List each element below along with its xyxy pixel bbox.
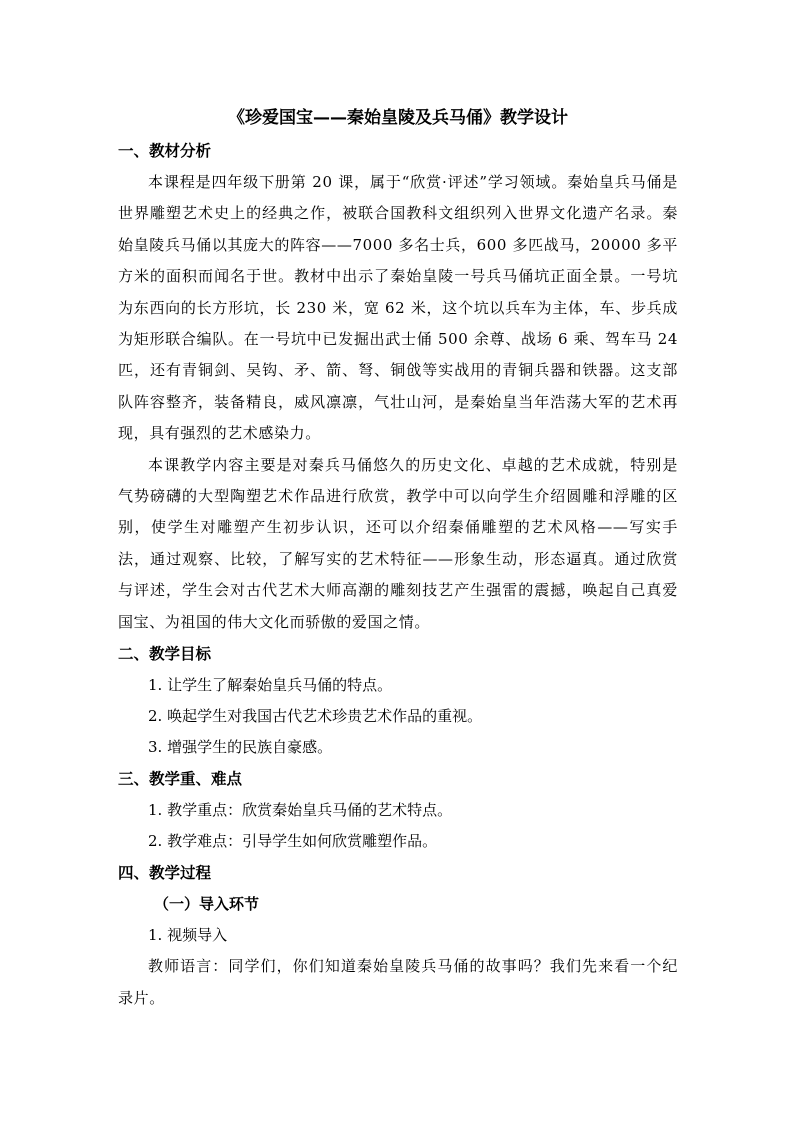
- document-title: 《珍爱国宝——秦始皇陵及兵马俑》教学设计: [228, 108, 568, 128]
- paragraph-teacher-speech: 教师语言：同学们，你们知道秦始皇陵兵马俑的故事吗？我们先来看一个纪录片。: [118, 957, 678, 1007]
- section-heading-teaching-goals: 二、教学目标: [118, 645, 212, 664]
- section-heading-key-difficult-points: 三、教学重、难点: [118, 770, 243, 789]
- list-item-goal-1: 1. 让学生了解秦始皇兵马俑的特点。: [148, 676, 393, 695]
- list-item-goal-2: 2. 唤起学生对我国古代艺术珍贵艺术作品的重视。: [148, 707, 483, 726]
- paragraph-textbook-analysis-1: 本课程是四年级下册第 20 课，属于“欣赏·评述”学习领域。秦始皇兵马俑是世界雕塑艺术史上的经典之作，被联合国教科文组织列入世界文化遗产名录。秦始皇陵兵马俑以其庞大的阵容——7000 多名士兵，600 多匹战马，20000 多平方米的面积而闻名于世。教材中出示了秦始皇陵一号兵马俑坑正面全景。一号坑为东西向的长方形坑，长 230 米，宽 62 米，这个坑以兵车为主体，车、步兵成为矩形联合编队。在一号坑中已发掘出武士俑 500 余尊、战场 6 乘、驾车马 24 匹，还有青铜剑、吴钩、矛、箭、弩、铜戗等实战用的青铜兵器和铁器。这支部队阵容整齐，装备精良，威风凛凛，气壮山河，是秦始皇当年浩荡大军的艺术再现，具有强烈的艺术感染力。: [118, 173, 678, 443]
- list-item-goal-3: 3. 增强学生的民族自豪感。: [148, 738, 333, 757]
- document-body: [118, 101, 678, 1014]
- list-item-video-intro: 1. 视频导入: [148, 926, 228, 945]
- paragraph-textbook-analysis-2: 本课教学内容主要是对秦兵马俑悠久的历史文化、卓越的艺术成就，特别是气势磅礴的大型陶塑艺术作品进行欣赏，教学中可以向学生介绍圆雕和浮雕的区别，使学生对雕塑产生初步认识，还可以介绍秦俑雕塑的艺术风格——写实手法，通过观察、比较，了解写实的艺术特征——形象生动，形态逼真。通过欣赏与评述，学生会对古代艺术大师高潮的雕刻技艺产生强雷的震撼，唤起自己真爱国宝、为祖国的伟大文化而骄傲的爱国之情。: [118, 455, 678, 631]
- list-item-key-point: 1. 教学重点：欣赏秦始皇兵马俑的艺术特点。: [148, 801, 453, 820]
- subheading-introduction: （一）导入环节: [154, 895, 260, 914]
- section-heading-textbook-analysis: 一、教材分析: [118, 142, 212, 160]
- list-item-difficult-point: 2. 教学难点：引导学生如何欣赏雕塑作品。: [148, 832, 438, 851]
- section-heading-teaching-process: 四、教学过程: [118, 864, 212, 883]
